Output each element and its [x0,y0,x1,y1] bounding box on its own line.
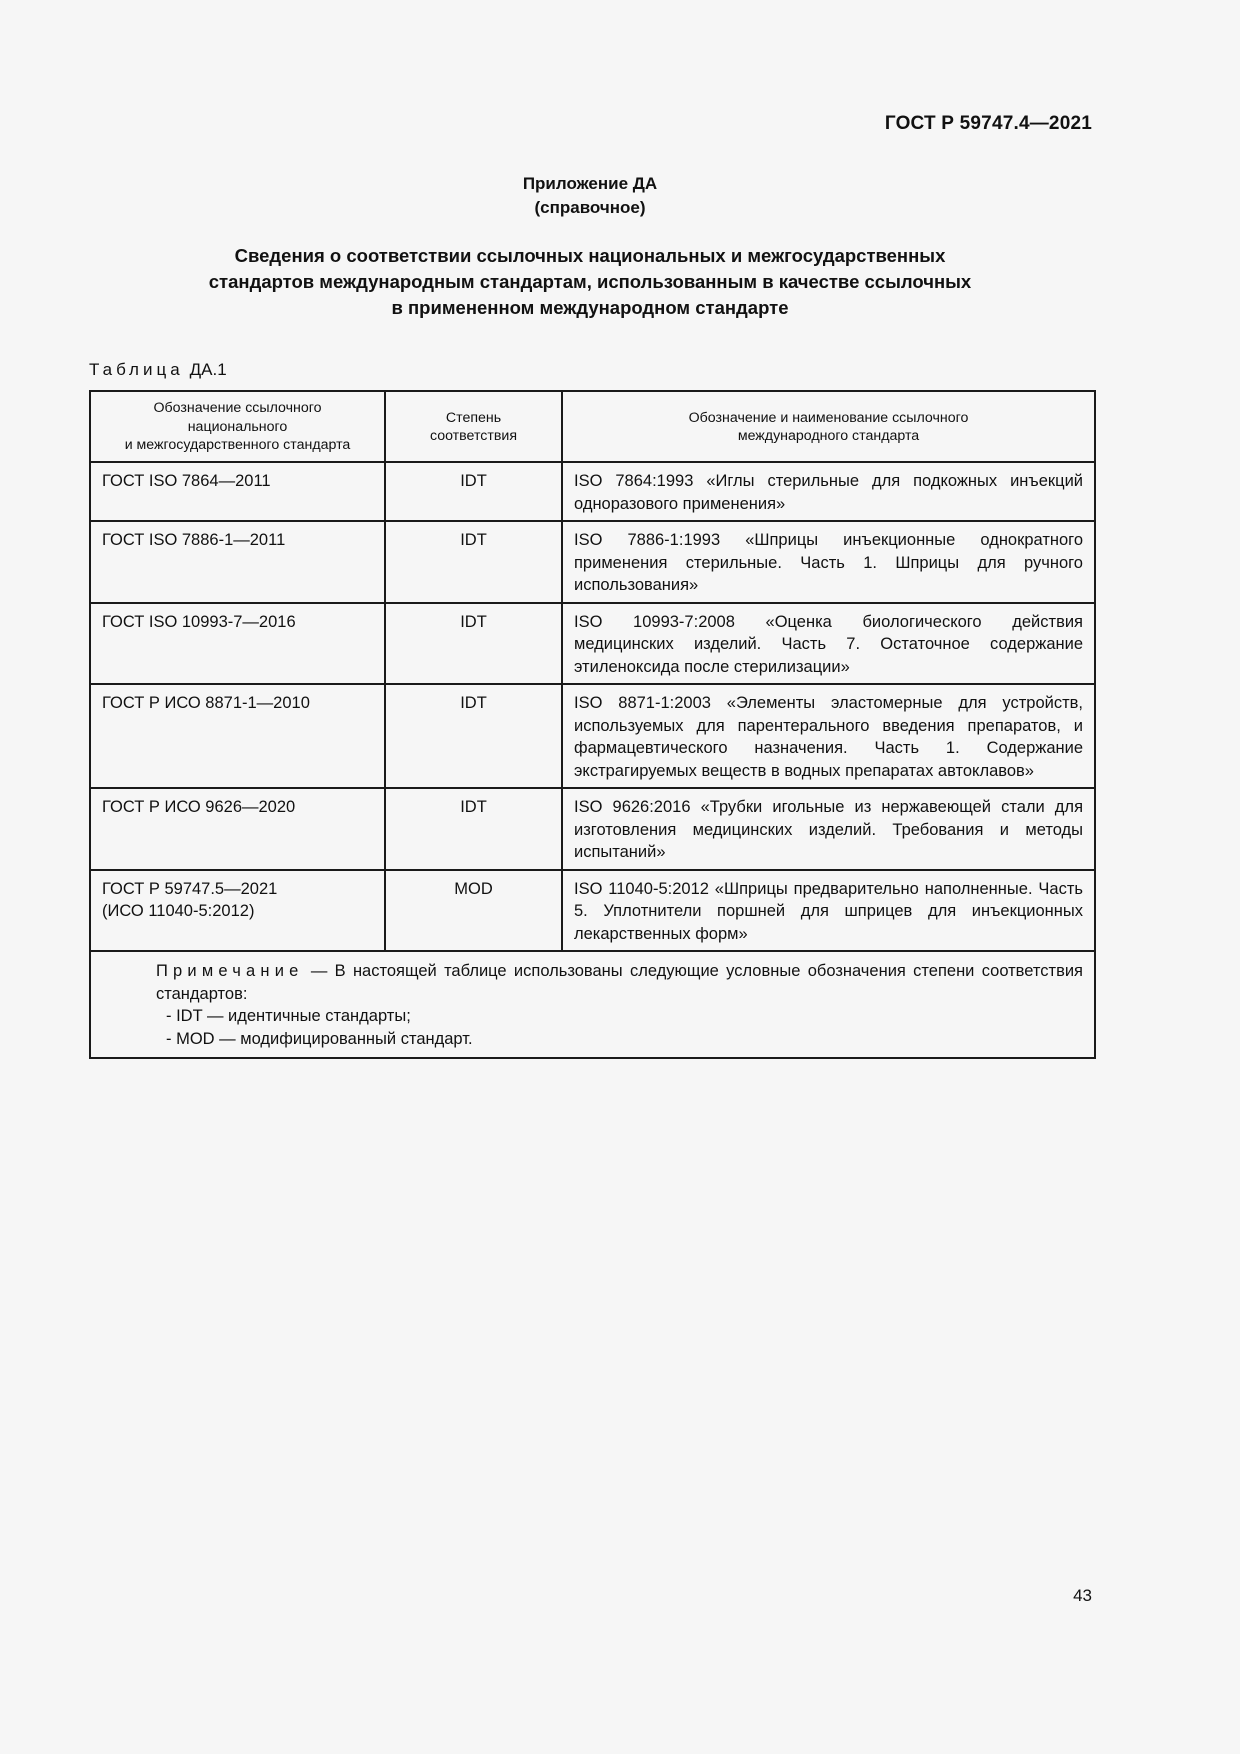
note-item-idt: - IDT — идентичные стандарты; [166,1007,411,1025]
appendix-title-block [0,172,1180,220]
national-standard-cell: ГОСТ Р 59747.5—2021 (ИСО 11040-5:2012) [90,870,385,952]
national-standard-cell: ГОСТ ISO 7864—2011 [90,462,385,521]
table-row [90,870,1095,952]
table-header-row [90,391,1095,462]
international-standard-cell: ISO 7886-1:1993 «Шприцы инъекционные однократного применения стерильные. Часть 1. Шприцы для ручного использования» [562,521,1095,603]
table-row [90,521,1095,603]
heading-line-1: Сведения о соответствии ссылочных национальных и межгосударственных [234,245,946,266]
national-standard-cell: ГОСТ Р ИСО 8871-1—2010 [90,684,385,788]
international-standard-cell: ISO 9626:2016 «Трубки игольные из нержавеющей стали для изготовления медицинских изделий. Требования и методы испытаний» [562,788,1095,870]
degree-cell: IDT [385,684,562,788]
degree-cell: IDT [385,788,562,870]
header-international-standard: Обозначение и наименование ссылочного международного стандарта [562,391,1095,462]
table-row [90,684,1095,788]
header-national-standard: Обозначение ссылочного национального и межгосударственного стандарта [90,391,385,462]
note-text: — В настоящей таблице использованы следующие условные обозначения степени соответствия стандартов: [156,962,1083,1003]
table-row [90,603,1095,685]
heading-line-2: стандартов международным стандартам, использованным в качестве ссылочных [208,271,972,292]
degree-cell: IDT [385,521,562,603]
international-standard-cell: ISO 8871-1:2003 «Элементы эластомерные для устройств, используемых для парентерального введения препаратов, и фармацевтического назначения. Часть 1. Содержание экстрагируемых веществ в водных препаратах автоклавов» [562,684,1095,788]
appendix-subtitle: (справочное) [534,198,646,217]
note-label: Примечание [156,962,304,980]
degree-cell: IDT [385,603,562,685]
national-standard-cell: ГОСТ Р ИСО 9626—2020 [90,788,385,870]
header-degree: Степень соответствия [385,391,562,462]
appendix-heading [100,243,1080,321]
correspondence-table [89,390,1096,1059]
national-standard-secondary: (ИСО 11040-5:2012) [102,902,255,920]
international-standard-cell: ISO 7864:1993 «Иглы стерильные для подкожных инъекций одноразового применения» [562,462,1095,521]
heading-line-3: в примененном международном стандарте [391,297,789,318]
degree-cell: MOD [385,870,562,952]
national-standard-cell: ГОСТ ISO 7886-1—2011 [90,521,385,603]
note-item-mod: - MOD — модифицированный стандарт. [166,1029,473,1048]
table-note [90,951,1095,1058]
table-row [90,788,1095,870]
table-note-row [90,951,1095,1058]
table-caption-word: Таблица [89,360,184,379]
table-caption-number: ДА.1 [189,360,227,379]
international-standard-cell: ISO 11040-5:2012 «Шприцы предварительно наполненные. Часть 5. Уплотнители поршней для шприцев для инъекционных лекарственных форм» [562,870,1095,952]
international-standard-cell: ISO 10993-7:2008 «Оценка биологического действия медицинских изделий. Часть 7. Остаточное содержание этиленоксида после стерилизации» [562,603,1095,685]
national-standard-cell: ГОСТ ISO 10993-7—2016 [90,603,385,685]
page-number: 43 [1073,1586,1092,1605]
degree-cell: IDT [385,462,562,521]
table-row [90,462,1095,521]
appendix-title: Приложение ДА [522,174,658,193]
document-code: ГОСТ Р 59747.4—2021 [884,113,1092,134]
table-caption [89,360,227,380]
